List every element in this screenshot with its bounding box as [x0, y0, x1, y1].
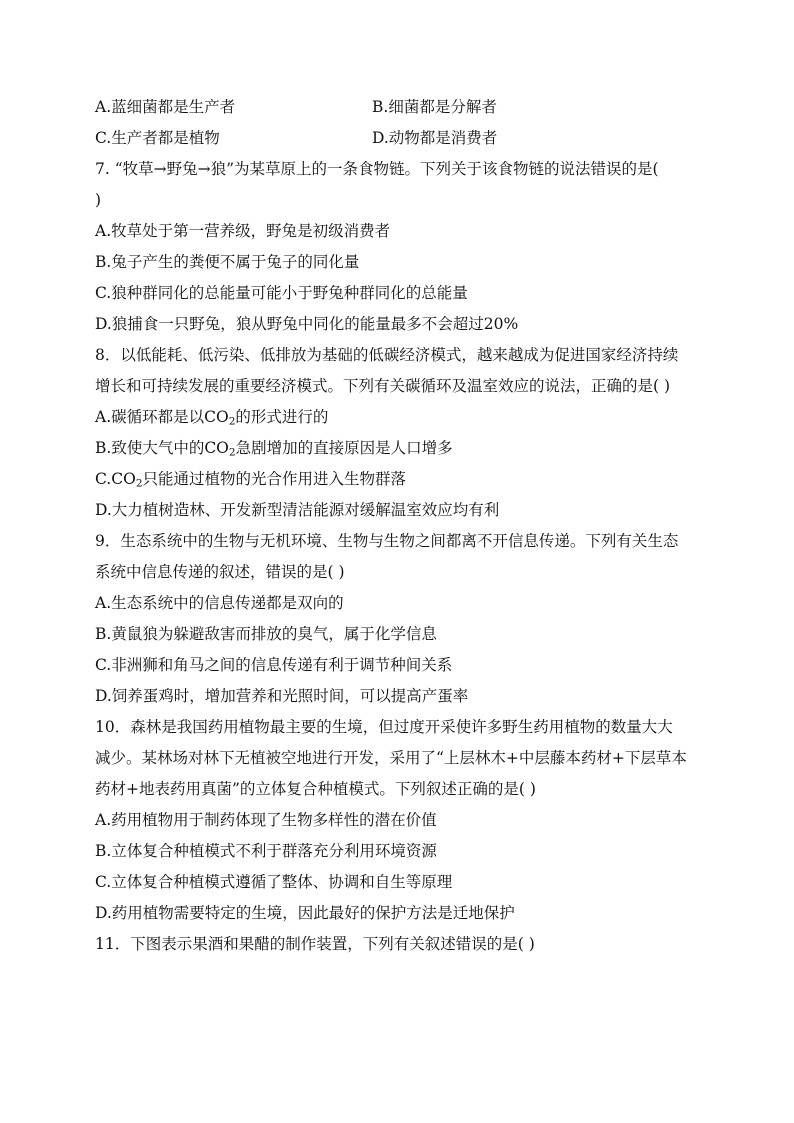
q8-option-a-subscript: 2	[228, 415, 236, 428]
q6-options-row-1	[95, 92, 705, 123]
document-page	[95, 92, 705, 960]
q8-option-b-text-post: 急剧增加的直接原因是人口增多	[235, 439, 453, 457]
q7-option-a[interactable]: A.牧草处于第一营养级，野兔是初级消费者	[95, 222, 391, 240]
q7-stem: 7. “牧草→野兔→狼”为某草原上的一条食物链。下列关于该食物链的说法错误的是(	[95, 160, 659, 178]
q8-option-c-text-pre: C.CO	[95, 470, 136, 488]
q9-option-d[interactable]: D.饲养蛋鸡时，增加营养和光照时间，可以提高产蛋率	[95, 687, 469, 705]
q10-option-a[interactable]: A.药用植物用于制药体现了生物多样性的潜在价值	[95, 811, 437, 829]
q6-option-a[interactable]: A.蓝细菌都是生产者	[95, 98, 236, 116]
q10-stem-line-3: 药材+地表药用真菌”的立体复合种植模式。下列叙述正确的是( )	[95, 780, 536, 798]
q8-option-d[interactable]: D.大力植树造林、开发新型清洁能源对缓解温室效应均有利	[95, 501, 500, 519]
q8-stem-line-2: 增长和可持续发展的重要经济模式。下列有关碳循环及温室效应的说法，正确的是( )	[95, 377, 671, 395]
q10-option-b[interactable]: B.立体复合种植模式不利于群落充分利用环境资源	[95, 842, 437, 860]
q11-stem: 11．下图表示果酒和果醋的制作装置，下列有关叙述错误的是( )	[95, 935, 535, 953]
q9-option-a[interactable]: A.生态系统中的信息传递都是双向的	[95, 594, 344, 612]
q6-option-c[interactable]: C.生产者都是植物	[95, 129, 220, 147]
q6-option-d[interactable]: D.动物都是消费者	[372, 129, 498, 147]
q8-option-c[interactable]	[95, 464, 705, 495]
q10-stem-line-1: 10．森林是我国药用植物最主要的生境，但过度开采使许多野生药用植物的数量大大	[95, 718, 673, 736]
q8-option-b-subscript: 2	[228, 446, 236, 459]
q8-stem-line-1: 8．以低能耗、低污染、低排放为基础的低碳经济模式，越来越成为促进国家经济持续	[95, 346, 679, 364]
q7-option-c[interactable]: C.狼种群同化的总能量可能小于野兔种群同化的总能量	[95, 284, 468, 302]
q8-option-c-text-post: 只能通过植物的光合作用进入生物群落	[142, 470, 407, 488]
q8-option-a[interactable]	[95, 402, 705, 433]
q8-option-b[interactable]	[95, 433, 705, 464]
q8-option-a-text-pre: A.碳循环都是以CO	[95, 408, 229, 426]
q10-option-c[interactable]: C.立体复合种植模式遵循了整体、协调和自生等原理	[95, 873, 453, 891]
q7-option-b[interactable]: B.兔子产生的粪便不属于兔子的同化量	[95, 253, 360, 271]
q10-option-d[interactable]: D.药用植物需要特定的生境，因此最好的保护方法是迁地保护	[95, 904, 515, 922]
q9-option-b[interactable]: B.黄鼠狼为躲避敌害而排放的臭气，属于化学信息	[95, 625, 437, 643]
q9-stem-line-1: 9．生态系统中的生物与无机环境、生物与生物之间都离不开信息传递。下列有关生态	[95, 532, 679, 550]
q9-option-c[interactable]: C.非洲狮和角马之间的信息传递有利于调节种间关系	[95, 656, 453, 674]
q8-option-b-text-pre: B.致使大气中的CO	[95, 439, 229, 457]
q10-stem-line-2: 减少。某林场对林下无植被空地进行开发，采用了“上层林木+中层藤本药材+下层草本	[95, 749, 687, 767]
q7-option-d[interactable]: D.狼捕食一只野兔，狼从野兔中同化的能量最多不会超过20%	[95, 315, 519, 333]
q8-option-a-text-post: 的形式进行的	[235, 408, 329, 426]
q8-option-c-subscript: 2	[135, 477, 143, 490]
q6-options-row-2	[95, 123, 705, 154]
q7-stem-end: )	[95, 191, 102, 209]
q6-option-b[interactable]: B.细菌都是分解者	[372, 98, 497, 116]
q9-stem-line-2: 系统中信息传递的叙述，错误的是( )	[95, 563, 345, 581]
